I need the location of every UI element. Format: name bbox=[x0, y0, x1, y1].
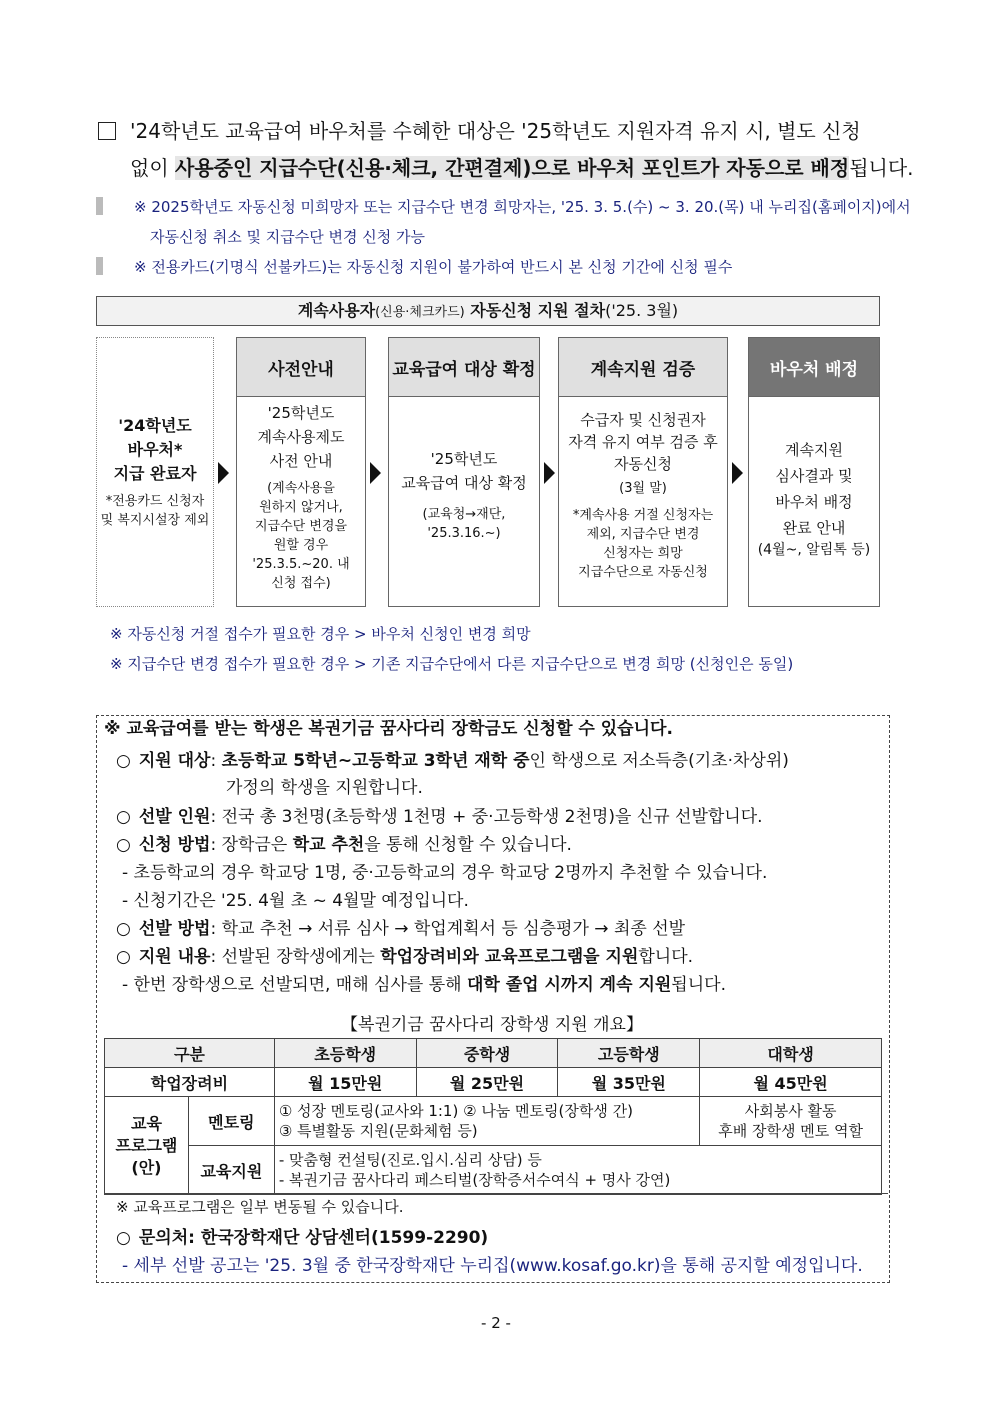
target-line-2: 가정의 학생을 지원합니다. bbox=[226, 778, 423, 798]
note-marker bbox=[96, 257, 103, 275]
step-head: 사전안내 bbox=[237, 338, 365, 397]
arrow-right-icon bbox=[218, 462, 229, 484]
table-row: 학업장려비 월 15만원 월 25만원 월 35만원 월 45만원 bbox=[105, 1068, 882, 1097]
table-note: ※ 교육프로그램은 일부 변동될 수 있습니다. bbox=[116, 1198, 404, 1216]
intro-note-2: ※ 전용카드(기명식 선불카드)는 자동신청 지원이 불가하여 반드시 본 신청 기간에 신청 필수 bbox=[134, 258, 733, 276]
table-title: 【복권기금 꿈사다리 장학생 지원 개요】 bbox=[341, 1015, 643, 1035]
flow-step-4: 바우처 배정 계속지원 심사결과 및 바우처 배정 완료 안내 (4월~, 알림톡 등) bbox=[748, 337, 880, 607]
flow-start-box: '24학년도 바우처* 지급 완료자 *전용카드 신청자 및 복지시설장 제외 bbox=[96, 337, 214, 607]
note-marker bbox=[96, 197, 103, 215]
method-line: ○ 신청 방법: 장학금은 학교 추천을 통해 신청할 수 있습니다. bbox=[116, 835, 572, 855]
count-line: ○ 선발 인원: 전국 총 3천명(초등학생 1천명 + 중·고등학생 2천명)을 신규 선발합니다. bbox=[116, 807, 763, 827]
intro-line-2: 없이 사용중인 지급수단(신용·체크, 간편결제)으로 바우처 포인트가 자동으로 배정됩니다. bbox=[130, 156, 914, 180]
page-number: - 2 - bbox=[481, 1314, 511, 1332]
select-line: ○ 선발 방법: 학교 추천 → 서류 심사 → 학업계획서 등 심층평가 → 최종 선발 bbox=[116, 919, 686, 939]
table-row: 교육지원 - 맞춤형 컨설팅(진로.입시.심리 상담) 등 - 복권기금 꿈사다리 페스티벌(장학증서수여식 + 명사 강연) bbox=[105, 1146, 882, 1195]
intro-note-1b: 자동신청 취소 및 지급수단 변경 신청 가능 bbox=[150, 228, 425, 246]
contact-note: - 세부 선발 공고는 '25. 3월 중 한국장학재단 누리집(www.kosaf.go.kr)을 통해 공지할 예정입니다. bbox=[122, 1256, 863, 1276]
flow-step-3: 계속지원 검증 수급자 및 신청권자 자격 유지 여부 검증 후 자동신청 (3월 말) *계속사용 거절 신청자는 제외, 지급수단 변경 신청자는 희망 지급수단으로 자동신청 bbox=[558, 337, 728, 607]
contact-line: ○ 문의처: 한국장학재단 상담센터(1599-2290) bbox=[116, 1228, 489, 1248]
table-row: 교육 프로그램 (안) 멘토링 ① 성장 멘토링(교사와 1:1) ② 나눔 멘토링(장학생 간) ③ 특별활동 지원(문화체험 등) 사회봉사 활동 후배 장학생 멘토 역할 bbox=[105, 1097, 882, 1146]
flow-step-2: 교육급여 대상 확정 '25학년도 교육급여 대상 확정 (교육청→재단, '25.3.16.~) bbox=[388, 337, 540, 607]
step-head: 바우처 배정 bbox=[749, 338, 879, 397]
method-dash-2: - 신청기간은 '25. 4월 초 ~ 4월말 예정입니다. bbox=[122, 891, 469, 911]
method-dash-1: - 초등학교의 경우 학교당 1명, 중·고등학교의 경우 학교당 2명까지 추천할 수 있습니다. bbox=[122, 863, 768, 883]
scholarship-headline: ※ 교육급여를 받는 학생은 복권기금 꿈사다리 장학금도 신청할 수 있습니다. bbox=[104, 719, 673, 739]
arrow-right-icon bbox=[544, 462, 555, 484]
flow-note-2: ※ 지급수단 변경 접수가 필요한 경우 > 기존 지급수단에서 다른 지급수단으로 변경 희망 (신청인은 동일) bbox=[110, 655, 794, 673]
checkbox-icon bbox=[98, 122, 116, 140]
table-header-row: 구분 초등학생 중학생 고등학생 대학생 bbox=[105, 1039, 882, 1068]
table-divider bbox=[104, 1193, 888, 1194]
support-line: ○ 지원 내용: 선발된 장학생에게는 학업장려비와 교육프로그램을 지원합니다. bbox=[116, 947, 694, 967]
support-dash: - 한번 장학생으로 선발되면, 매해 심사를 통해 대학 졸업 시까지 계속 지원됩니다. bbox=[122, 975, 726, 995]
highlight-text: 사용중인 지급수단(신용·체크, 간편결제)으로 바우처 포인트가 자동으로 배정 bbox=[175, 156, 850, 180]
target-line: ○ 지원 대상: 초등학교 5학년~고등학교 3학년 재학 중인 학생으로 저소득층(기초·차상위) bbox=[116, 751, 789, 771]
flow-title: 계속사용자(신용·체크카드) 자동신청 지원 절차('25. 3월) bbox=[96, 296, 880, 326]
scholarship-table bbox=[104, 1038, 882, 1195]
step-head: 계속지원 검증 bbox=[559, 338, 727, 397]
intro-note-1a: ※ 2025학년도 자동신청 미희망자 또는 지급수단 변경 희망자는, '25. 3. 5.(수) ~ 3. 20.(목) 내 누리집(홈페이지)에서 bbox=[134, 198, 911, 216]
arrow-right-icon bbox=[370, 462, 381, 484]
flow-note-1: ※ 자동신청 거절 접수가 필요한 경우 > 바우처 신청인 변경 희망 bbox=[110, 625, 531, 643]
arrow-right-icon bbox=[732, 462, 743, 484]
intro-line-1: '24학년도 교육급여 바우처를 수혜한 대상은 '25학년도 지원자격 유지 시, 별도 신청 bbox=[98, 117, 861, 145]
step-head: 교육급여 대상 확정 bbox=[389, 338, 539, 397]
flow-step-1: 사전안내 '25학년도 계속사용제도 사전 안내 (계속사용을 원하지 않거나, 지급수단 변경을 원할 경우 '25.3.5.~20. 내 신청 접수) bbox=[236, 337, 366, 607]
